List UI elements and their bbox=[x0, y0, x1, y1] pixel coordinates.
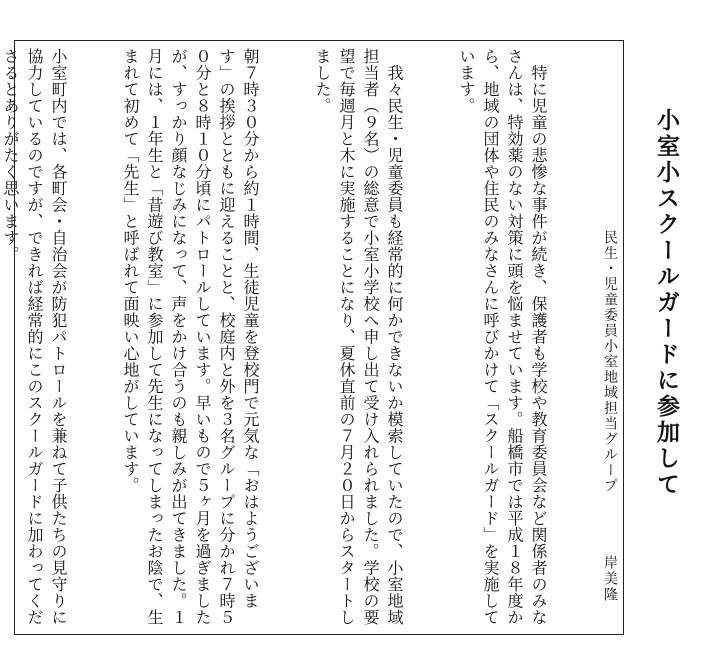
byline-group: 民生・児童委員小室地域担当グループ bbox=[602, 230, 618, 494]
paragraph-4: 小室町内では、各町会・自治会が防犯パトロールを兼ねて子供たちの見守りに協力しているのですが、できれば経常的にこのスクールガードに加わってくださるとありがたく思います。 bbox=[1, 48, 68, 626]
article-title: 小室小スクールガードに参加して bbox=[653, 108, 679, 498]
article-body bbox=[1, 48, 598, 628]
byline-name: 岸美隆 bbox=[602, 555, 618, 603]
paragraph-1: 特に児童の悲惨な事件が続き、保護者も学校や教育委員会など関係者のみなさんは、特効薬のない対策に頭を悩ませています。船橋市では平成１８年度から、地域の団体や住民のみなさんに呼びかけて「スクールガード」を実施しています。 bbox=[457, 48, 548, 626]
paragraph-2: 我々民生・児童委員も経常的に何かできないか模索していたので、小室地域担当者（９名）の総意で小室小学校へ申し出て受け入れられました。学校の要望で毎週月と木に実施することになり、夏休直前の７月２０日からスタートしました。 bbox=[313, 48, 404, 626]
paragraph-3: 朝７時３０分から約１時間、生徒児童を登校門で元気な「おはようございます」の挨拶とともに迎えることと、校庭内と外を３名グループに分かれ７時５０分と８時１０分頃にパトロールしています。早いもので５ヶ月を過ぎましたが、すっかり顔なじみになって、声をかけ合うのも親しみが出てきました。１月には、１年生と「昔遊び教室」に参加して先生になってしまったお陰で、生まれて初めて「先生」と呼ばれて面映い心地がしています。 bbox=[121, 48, 260, 626]
